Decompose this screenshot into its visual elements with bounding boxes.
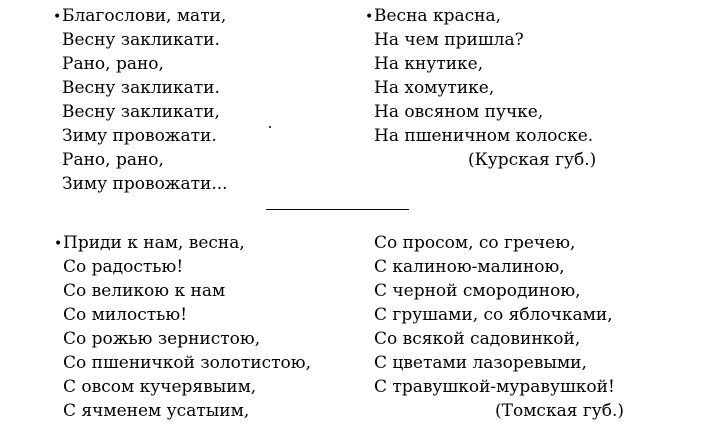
poem-line: Весну закликати. — [62, 78, 220, 98]
poem-source-tomsk: (Томская губ.) — [495, 401, 625, 421]
poem-pridi-k-nam-vesna — [54, 231, 311, 423]
poem-line: С овсом кучерявыим, — [63, 377, 257, 397]
bullet-icon: • — [53, 9, 62, 25]
poem-line: Весну закликати, — [62, 102, 220, 122]
poem-line-text: Благослови, мати, — [62, 6, 227, 26]
poem-line: Со великою к нам — [63, 281, 226, 301]
poem-vesna-krasna — [365, 4, 594, 148]
poem-line: Зиму провожати... — [62, 174, 228, 194]
poem-pridi-k-nam-continuation — [374, 231, 615, 399]
poem-line: На хомутике, — [374, 78, 495, 98]
poem-line — [365, 4, 593, 28]
poem-line: С травушкой-муравушкой! — [374, 377, 615, 397]
poem-line: На овсяном пучке, — [374, 102, 544, 122]
poem-line: Весну закликати. — [62, 30, 220, 50]
poem-line: С ячменем усатыим, — [63, 401, 250, 421]
poem-line: На пшеничном колоске. — [374, 126, 594, 146]
bullet-icon: • — [54, 236, 63, 252]
poem-line: На чем пришла? — [374, 30, 524, 50]
poem-line: Зиму провожати. — [62, 126, 217, 146]
poem-source-kursk: (Курская губ.) — [468, 150, 597, 170]
poem-line: Со всякой садовинкой, — [374, 329, 581, 349]
poem-line: Со рожью зернистою, — [63, 329, 261, 349]
poem-line: С черной смородиною, — [374, 281, 581, 301]
poem-blagoslovi-mati — [53, 4, 228, 196]
poem-line: С калиною-малиною, — [374, 257, 565, 277]
poem-line: Рано, рано, — [62, 54, 164, 74]
poem-line: На кнутике, — [374, 54, 484, 74]
poem-line-text: Приди к нам, весна, — [63, 233, 245, 253]
poem-line: С цветами лазоревыми, — [374, 353, 587, 373]
poem-line: Со пшеничкой золотистою, — [63, 353, 311, 373]
poem-line: Со милостью! — [63, 305, 188, 325]
section-divider — [266, 209, 409, 210]
poem-line: Рано, рано, — [62, 150, 164, 170]
poem-line: С грушами, со яблочками, — [374, 305, 613, 325]
poem-line: Со просом, со гречею, — [374, 233, 576, 253]
bullet-icon: • — [365, 9, 374, 25]
poem-line-text: Весна красна, — [374, 6, 501, 26]
print-speck — [269, 126, 271, 128]
poem-line: Со радостью! — [63, 257, 184, 277]
poem-line — [54, 231, 311, 255]
poem-line — [53, 4, 228, 28]
